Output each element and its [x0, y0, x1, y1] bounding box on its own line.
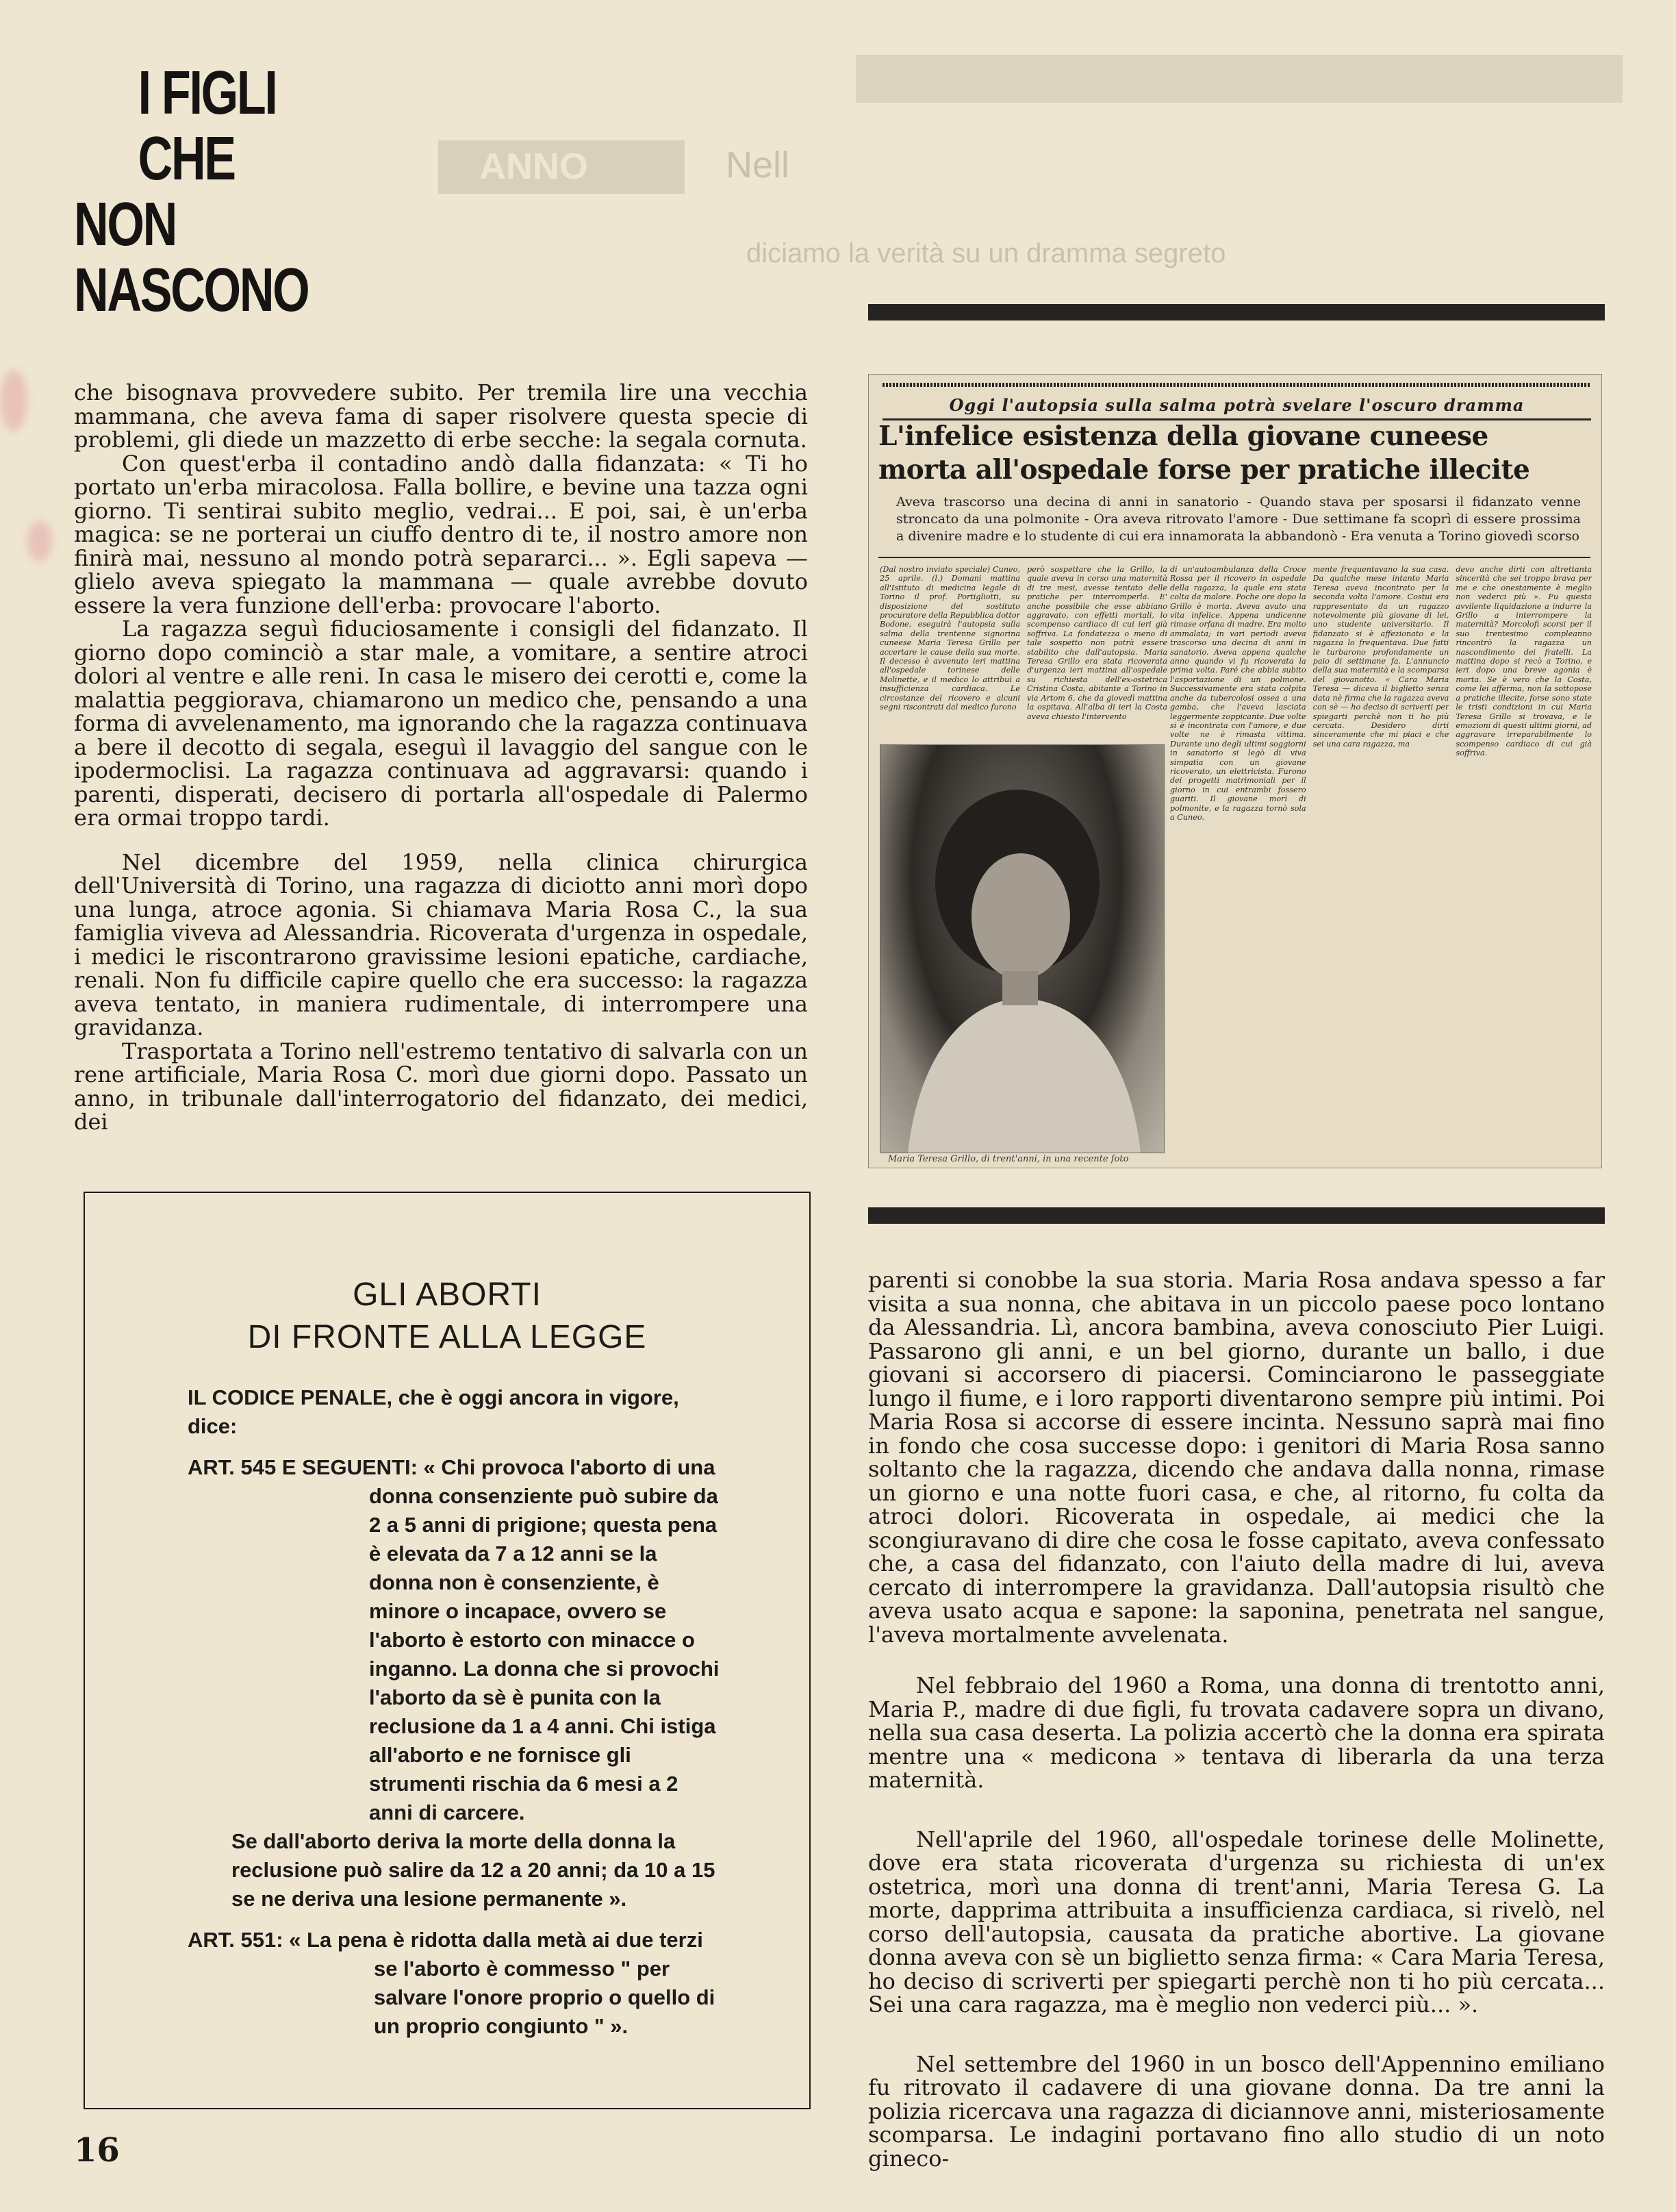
portrait-photo: [880, 744, 1165, 1153]
box-title-line-1: GLI ABORTI: [353, 1277, 542, 1313]
clipping-top-rule: [883, 383, 1591, 387]
paragraph: Nel settembre del 1960 in un bosco dell'Appennino emiliano fu ritrovato il cadavere di una giovane donna. Da tre anni la polizia ricercava una ragazza di diciannove anni, misteriosamente scomparsa. Le indagini portavano fino allo studio di un noto gineco-: [868, 2050, 1605, 2172]
ghost-line: diciamo la verità su un dramma segreto: [746, 238, 1226, 268]
clipping-kicker: Oggi l'autopsia sulla salma potrà svelare l'oscuro dramma: [949, 395, 1525, 415]
paragraph: che bisognava provvedere subito. Per tremila lire una vecchia mammana, che aveva fama di saper risolvere questa specie di problemi, gli diede un mazzetto di erbe secche: la segala cornuta.: [74, 379, 808, 453]
paragraph: parenti si conobbe la sua storia. Maria Rosa andava spesso a far visita a sua nonna, che abitava in un piccolo paese poco lontano da Alessandria. Lì, ancora bambina, aveva conosciuto Pier Luigi. Passarono gli anni, e un bel giorno, durante un ballo, i due giovani si accorsero di piacersi. Cominciarono le passeggiate lungo il fiume, e i loro rapporti diventarono sempre più intimi. Poi Maria Rosa si accorse di essere incinta. Nessuno saprà mai fino in fondo che cosa successe dopo: i genitori di Maria Rosa sanno soltanto che la ragazza, dicendo che andava dalla nonna, rimase un giorno e una notte fuori casa, e che, al ritorno, fu colta da atroci dolori. Ricoverata in ospedale, ai medici che la scongiuravano di dire che cosa le fosse capitato, aveva confessato che, a casa del fidanzato, con l'aiuto della madre di lui, aveva cercato di interrompere la gravidanza. Dall'autopsia risultò che aveva usato acqua e sapone: la saponina, penetrata nel sangue, l'aveva mortalmente avvelenata.: [868, 1267, 1605, 1648]
middle-rule: [868, 1207, 1605, 1224]
article-545-label: ART. 545 E SEGUENTI:: [188, 1455, 418, 1479]
box-text: [188, 1383, 722, 2041]
article-551-label: ART. 551:: [188, 1928, 283, 1952]
article-545: [188, 1453, 722, 1827]
article-545-text: « Chi provoca l'aborto di una donna consenziente può subire da 2 a 5 anni di prigione; questa pena è elevata da 7 a 12 anni se la donna non è consenziente, è minore o incapace, ovvero se l'aborto è estorto con minacce o inganno. La donna che si provochi l'aborto da sè è punita con la reclusione da 1 a 4 anni. Chi istiga all'aborto e ne fornisce gli strumenti rischia da 6 mesi a 2 anni di carcere.: [369, 1455, 720, 1824]
page-number: 16: [74, 2131, 120, 2170]
paragraph: Nel dicembre del 1959, nella clinica chirurgica dell'Università di Torino, una ragazza di diciotto anni morì dopo una lunga, atroce agonia. Si chiamava Maria Rosa C., la sua famiglia viveva ad Alessandria. Ricoverata d'urgenza in ospedale, i medici le riscontrarono gravissime lesioni epatiche, cardiache, renali. Non fu difficile capire quello che era successo: la ragazza aveva tentato, in maniera rudimentale, di interrompere una gravidanza.: [74, 849, 808, 1040]
top-rule: [868, 304, 1605, 321]
clipping-title-line-2: morta all'ospedale forse per pratiche illecite: [878, 454, 1530, 486]
right-column: [868, 1268, 1605, 2170]
ghost-bar: [856, 55, 1623, 103]
clipping-title: [878, 420, 1590, 487]
box-intro: IL CODICE PENALE, che è oggi ancora in vigore, dice:: [188, 1385, 679, 1438]
ghost-nel: Nell: [726, 144, 790, 186]
clipping-title-line-1: L'infelice esistenza della giovane cuneese: [878, 420, 1488, 452]
portrait-figure: [880, 745, 1164, 1153]
clipping-column-2: però sospettare che la Grillo, la quale aveva in corso una maternità di tre mesi, avesse tentato delle pratiche per interromperla. E' anche possibile che esse abbiano aggravato, con effetti mortali, lo scompenso cardiaco di cui ieri già soffriva. La fondatezza o meno di tale sospetto non potrà essere stabilito che dall'autopsia. Maria Teresa Grillo era stata ricoverata d'urgenza ieri mattina all'ospedale su richiesta dell'ex-ostetrica Cristina Costa, abitante a Torino in via Artom 6, che da giovedì mattina la ospitava. All'alba di ieri la Costa aveva chiesto l'intervento: [1027, 565, 1167, 721]
clipping-column-1: (Dal nostro inviato speciale) Cuneo, 25 aprile. (l.) Domani mattina all'Istituto di medicina legale di Torino il prof. Portigliotti, su disposizione del sostituto procuratore della Repubblica dottor Bodone, eseguirà l'autopsia sulla salma della trentenne signorina cuneese Maria Teresa Grillo per accertare le cause della sua morte. Il decesso è avvenuto ieri mattina all'ospedale torinese delle Molinette, e il medico lo attribuì a insufficienza cardiaca. Le circostanze del ricovero e alcuni segni riscontrati dal medico furono: [880, 565, 1020, 712]
clipping-subhead: Aveva trascorso una decina di anni in sanatorio - Quando stava per sposarsi il fidanzato venne stroncato da una polmonite - Ora aveva ritrovato l'amore - Due settimane fa scoprì di essere prossima a divenire madre e lo studente di cui era innamorata la abbandonò - Era venuta a Torino giovedì scorso: [896, 494, 1581, 544]
clipping-top-columns: [880, 565, 1167, 740]
newspaper-clipping: [868, 374, 1602, 1168]
box-title-line-2: DI FRONTE ALLA LEGGE: [247, 1319, 647, 1355]
clipping-column-3: di un'autoambulanza della Croce Rossa per il ricovero in ospedale della ragazza, la quale era stata colta da malore. Poche ore dopo la Grillo è morta. Aveva avuto una vita infelice. Appena undicenne rimase orfana di madre. Era molto ammalata; in vari periodi aveva trascorso una decina di anni in sanatorio. Aveva appena qualche anno quando vi fu ricoverata la prima volta. Paré che abbia subito l'asportazione di un polmone. Successivamente era stata colpita anche da tubercolosi ossea a una gamba, che l'aveva lasciata leggermente zoppicante. Due volte si è incontrata con l'amore, e due volte ne è rimasta vittima. Durante uno degli ultimi soggiorni in sanatorio si legò di viva simpatia con un giovane ricoverato, un elettricista. Furono dei progetti matrimoniali per il giorno in cui entrambi fossero guariti. Il giovane morì di polmonite, e la ragazza tornò sola a Cuneo.: [1170, 565, 1306, 822]
paragraph: Nell'aprile del 1960, all'ospedale torinese delle Molinette, dove era stata ricoverata d'urgenza su richiesta di un'ex ostetrica, morì una donna di trent'anni, Maria Teresa G. La morte, dapprima attribuita a insufficienza cardiaca, si rivelò, nel corso dell'autopsia, causata da pratiche abortive. La giovane donna aveva con sè un biglietto senza firma: « Cara Maria Teresa, ho deciso di scriverti per spiegarti perchè non ti ho più cercata... Sei una cara ragazza, ma è meglio non vederci più... ».: [868, 1826, 1605, 2018]
paragraph: Con quest'erba il contadino andò dalla fidanzata: « Ti ho portato un'erba miracolosa. Falla bollire, e bevine una tazza ogni giorno. Ti sentirai subito meglio, vedrai... E poi, sai, è un'erba magica: se ne porterai un ciuffo dentro di te, il nostro amore non finirà mai, nessuno al mondo potrà separarci... ». Egli sapeva — glielo aveva spiegato la mammana — quale avrebbe dovuto essere la vera funzione dell'erba: provocare l'aborto.: [74, 450, 808, 618]
article-headline: [74, 60, 373, 323]
clipping-right-columns: [1170, 565, 1592, 1161]
article-551: [188, 1926, 722, 2041]
article-551-text: « La pena è ridotta dalla metà ai due terzi se l'aborto è commesso " per salvare l'onore proprio o quello di un proprio congiunto " ».: [289, 1928, 715, 2038]
article-545-continuation: Se dall'aborto deriva la morte della donna la reclusione può salire da 12 a 20 anni; da 10 a 15 se ne deriva una lesione permanente ».: [231, 1829, 715, 1911]
red-stain: [0, 370, 27, 431]
headline-line-1: I FIGLI CHE: [138, 59, 277, 193]
law-box: [84, 1192, 811, 2109]
clipping-column-5: devo anche dirti con altrettanta sincerità che sei troppo brava per me e che onestamente è meglio non vederci più ». Fu questa avvilente liquidazione a indurre la Grillo a interrompere la maternità? Morcolofi scorsi per il suo trentesimo compleanno rincontrò la ragazza un nascondimento dei fratelli. La mattina dopo si recò a Torino, e ieri dopo una breve agonia è morta. Se è vero che la Costa, come lei afferma, non la sottopose a pratiche illecite, forse sono state le tristi condizioni in cui Maria Teresa Grillo si trovava, e le emozioni di questi ultimi giorni, ad aggravare irreparabilmente lo scompenso cardiaco di cui già soffriva.: [1456, 565, 1592, 758]
paragraph: La ragazza seguì fiduciosamente i consigli del fidanzato. Il giorno dopo cominciò a star male, a vomitare, a sentire atroci dolori al ventre e alle reni. In casa le misero dei cerotti e, come la malattia peggiorava, chiamarono un medico che, pensando a una forma di avvelenamento, ma ignorando che la ragazza continuava a bere il decotto di segala, eseguì il lavaggio del sangue con le ipodermoclisi. La ragazza continuava ad aggravarsi: quando i parenti, disperati, decisero di portarla all'ospedale di Palermo era ormai troppo tardi.: [74, 616, 808, 831]
headline-line-2: NON NASCONO: [74, 190, 309, 325]
photo-caption: Maria Teresa Grillo, di trent'anni, in una recente foto: [888, 1154, 1129, 1164]
clipping-sub-rule: [878, 557, 1590, 558]
box-title: [85, 1274, 809, 1359]
red-stain-lower: [27, 520, 52, 562]
ghost-anno: ANNO: [479, 146, 588, 187]
clipping-column-4: mente frequentavano la sua casa. Da qualche mese intanto Maria Teresa aveva incontrato per la seconda volta l'amore. Costui era rappresentato da un ragazzo notevolmente più giovane di lei, uno studente universitario. Il fidanzato si è affezionato e la ragazza lo frequentava. Due fatti le turbarono profondamente un paio di settimane fa. L'annuncio della sua maternità e la scomparsa del giovanotto. « Cara Maria Teresa — diceva il biglietto senza data nè firma che la ragazza aveva con sè — ho deciso di scriverti per spiegarti perchè non ti ho più cercata. Desidero dirti sinceramente che mi piaci e che sei una cara ragazza, ma: [1312, 565, 1449, 749]
paragraph: Trasportata a Torino nell'estremo tentativo di salvarla con un rene artificiale, Maria Rosa C. morì due giorni dopo. Passato un anno, in tribunale dall'interrogatorio del fidanzato, dei medici, dei: [74, 1038, 808, 1135]
paragraph: Nel febbraio del 1960 a Roma, una donna di trentotto anni, Maria P., madre di due figli, fu trovata cadavere sopra un divano, nella sua casa deserta. La polizia accertò che la donna era spirata mentre una « medicona » tentava di liberarla da una terza maternità.: [868, 1672, 1605, 1793]
left-column: [74, 381, 808, 1134]
